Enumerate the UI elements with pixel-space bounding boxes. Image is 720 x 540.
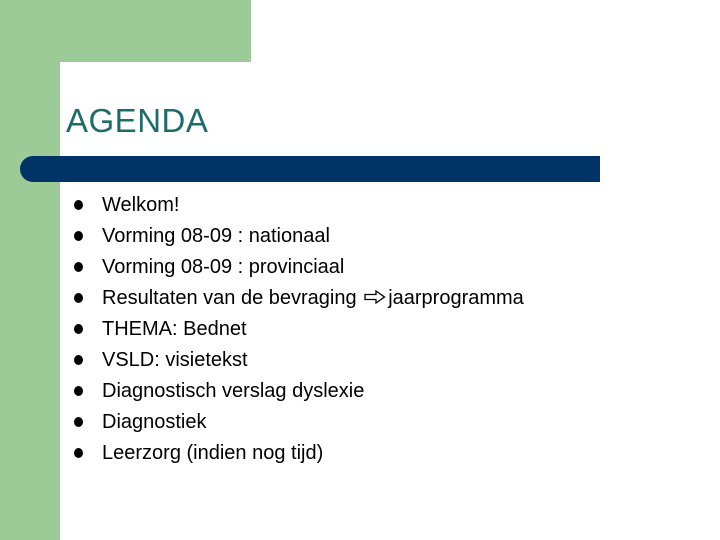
bullet-icon (74, 324, 83, 334)
agenda-item-text: Leerzorg (indien nog tijd) (102, 442, 324, 464)
agenda-item-text: Vorming 08-09 : provinciaal (102, 256, 345, 278)
slide-title: AGENDA (66, 102, 209, 139)
bullet-icon (74, 231, 83, 241)
agenda-item-text: Diagnostiek (102, 411, 207, 433)
agenda-item-text (102, 283, 524, 314)
agenda-item-text-before: Resultaten van de bevraging (102, 287, 363, 309)
agenda-item-text: Welkom! (102, 194, 180, 216)
agenda-item-text: THEMA: Bednet (102, 318, 247, 340)
bullet-icon (74, 200, 83, 210)
agenda-item-text: VSLD: visietekst (102, 349, 248, 371)
agenda-item-text: Vorming 08-09 : nationaal (102, 225, 330, 247)
bullet-icon (74, 386, 83, 396)
decorative-green-block (0, 0, 251, 62)
bullet-icon (74, 262, 83, 272)
title-underline-bar (20, 156, 600, 182)
bullet-icon (74, 417, 83, 427)
agenda-item-text-after: jaarprogramma (388, 287, 524, 309)
bullet-icon (74, 355, 83, 365)
right-arrow-icon (364, 290, 386, 304)
bullet-icon (74, 293, 83, 303)
bullet-icon (74, 448, 83, 458)
decorative-green-bar (0, 0, 60, 540)
agenda-item-text: Diagnostisch verslag dyslexie (102, 380, 365, 402)
